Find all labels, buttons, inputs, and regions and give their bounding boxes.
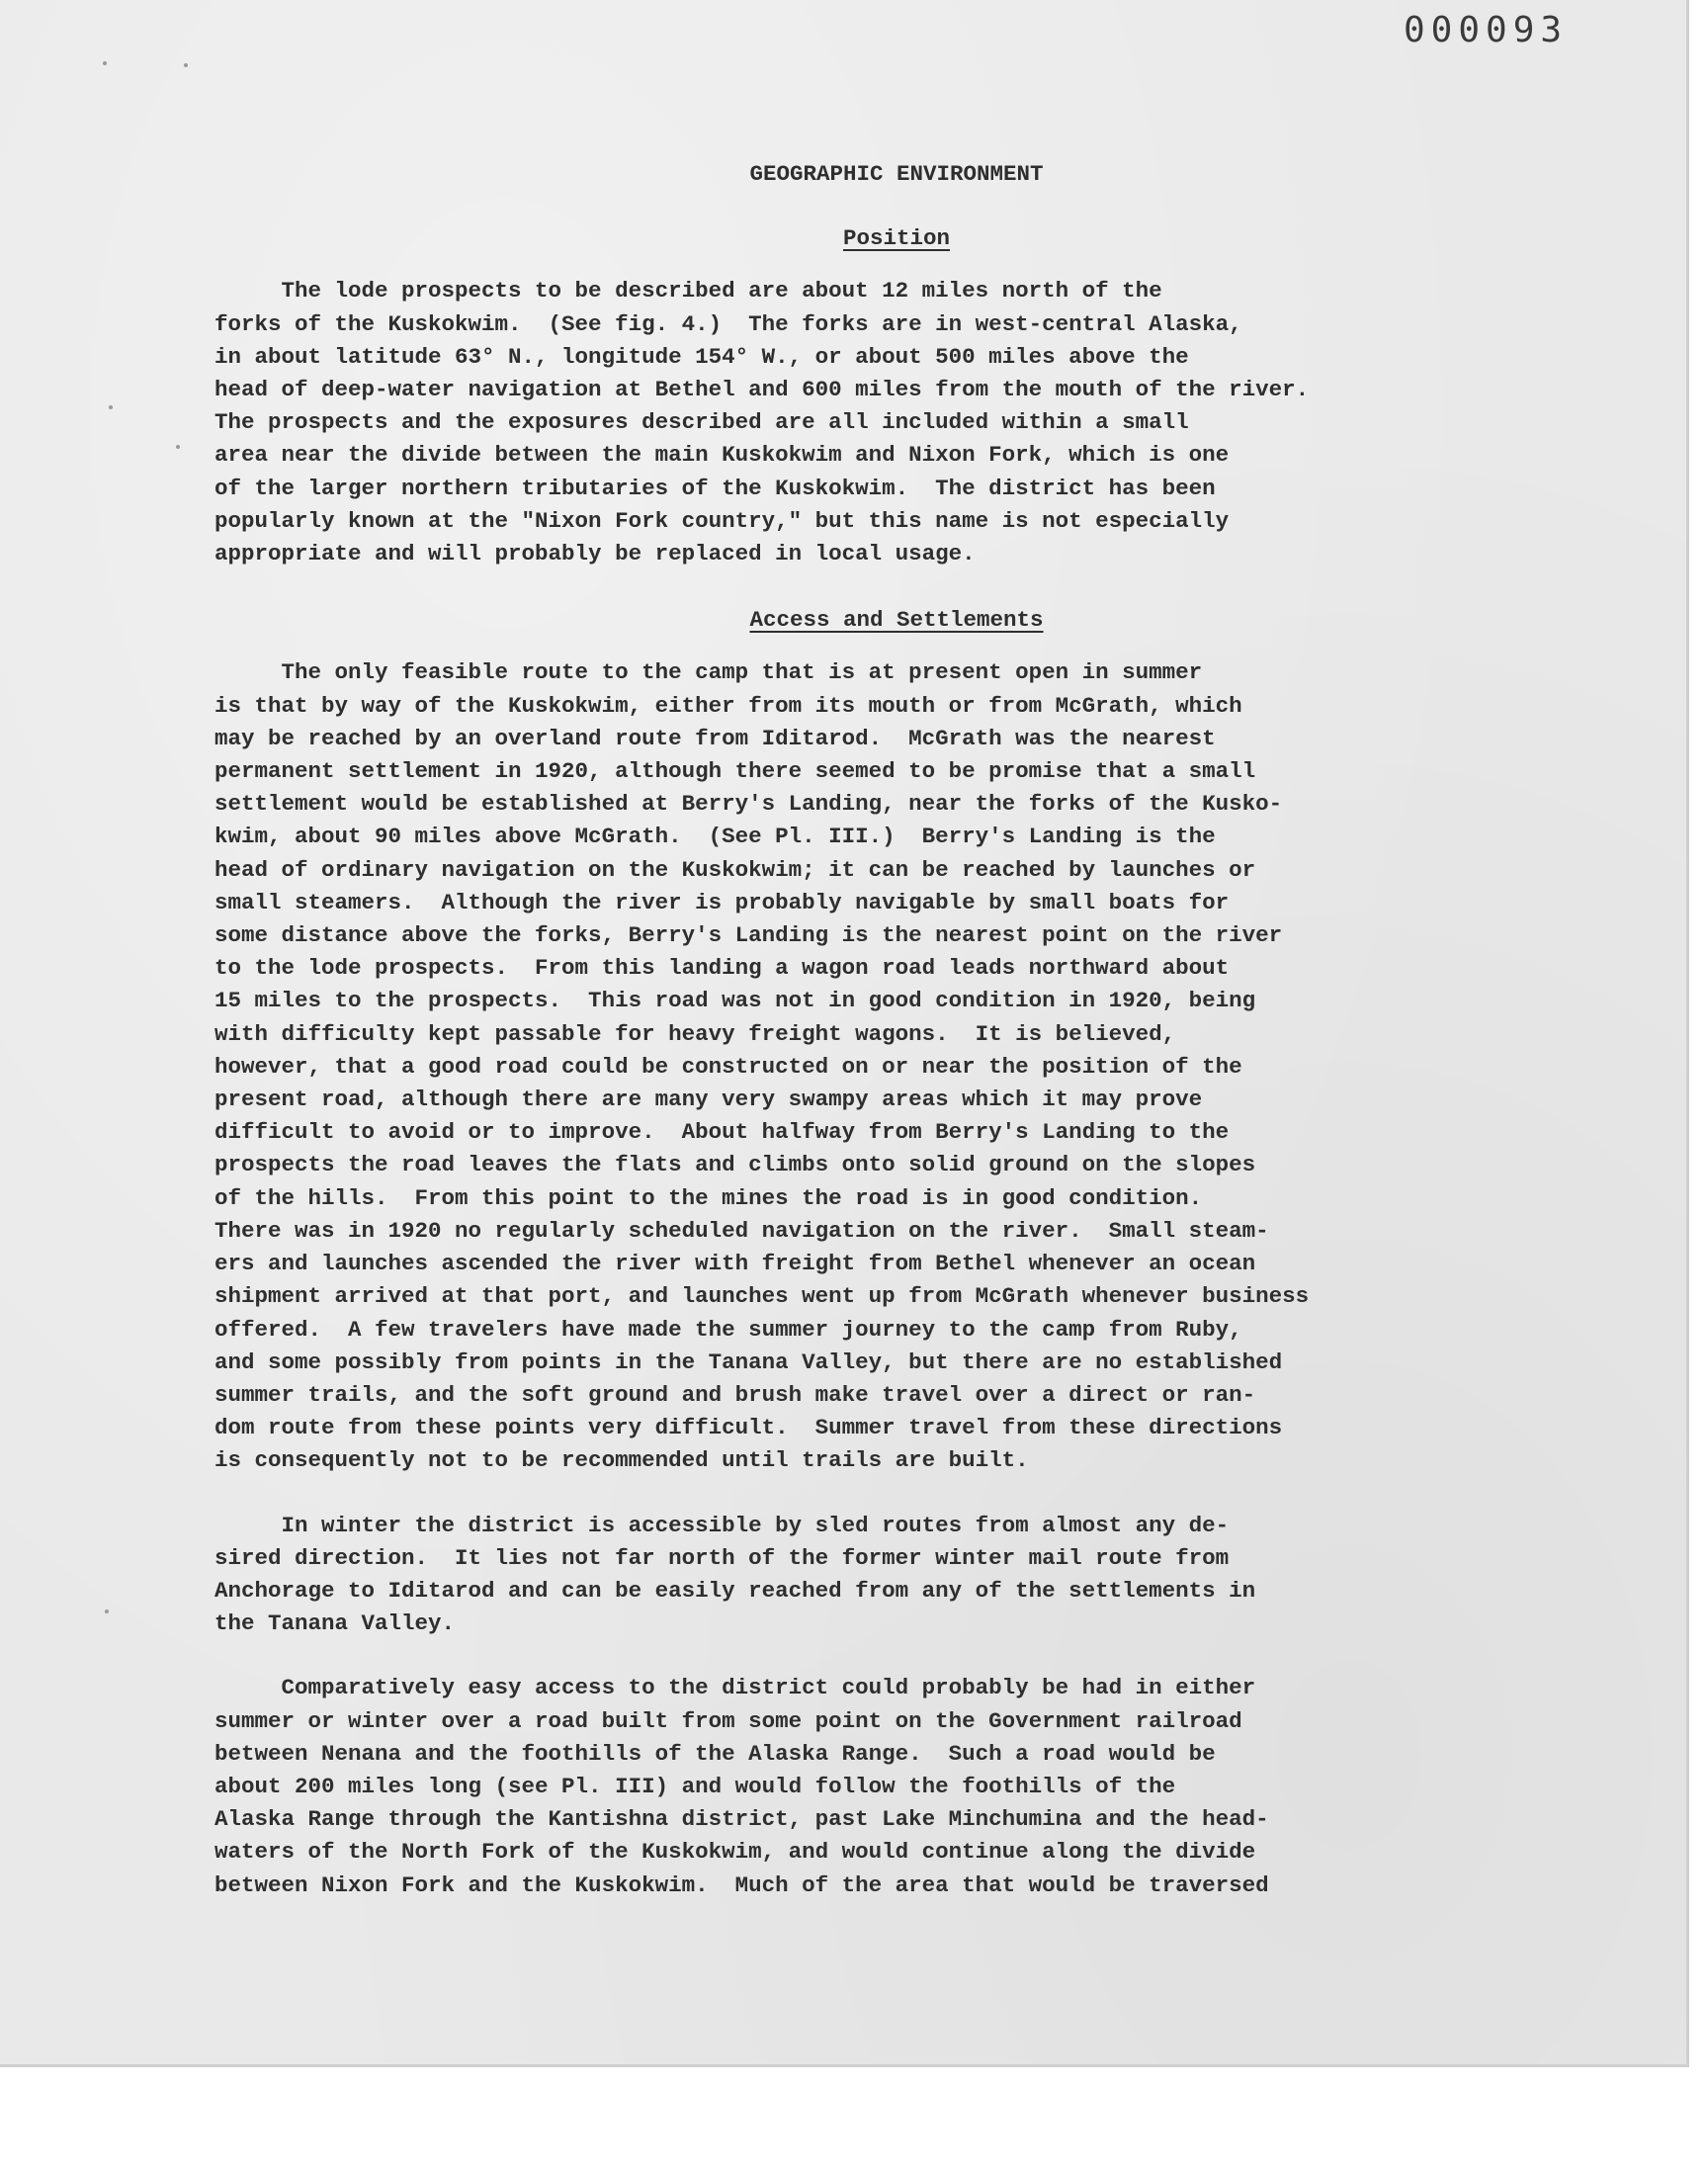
paragraph-position: The lode prospects to be described are about 12 miles north of the forks of the Kuskokwim. (See fig. 4.) The forks are in west-central Alaska, in about latitude 63° N., longitude 154° W., or about 500 miles above the head of deep-water navigation at Bethel and 600 miles from the mouth of the river. The prospects and the exposures described are all included within a small area near the divide between the main Kuskokwim and Nixon Fork, which is one of the larger northern tributaries of the Kuskokwim. The district has been popularly known at the "Nixon Fork country," but this name is not especially appropriate and will probably be replaced in local usage.	[214, 278, 1310, 567]
spacer	[214, 1478, 1579, 1510]
paragraph-winter-access: In winter the district is accessible by sled routes from almost any de- sired direction. It lies not far north of the former winter mail route from Anchorage to Iditarod and can be easily reached from any of the settlements in the Tanana Valley.	[214, 1512, 1256, 1637]
document-title: GEOGRAPHIC ENVIRONMENT	[749, 161, 1044, 187]
paragraph-road-access: Comparatively easy access to the district could probably be had in either summer or winter over a road built from some point on the Government railroad between Nenana and the foothills of the Alaska Range. Such a road would be about 200 miles long (see Pl. III) and would follow the foothills of the Alaska Range through the Kantishna district, past Lake Minchumina and the head- waters of the North Fork of the Kuskokwim, and would continue along the divide between Nixon Fork and the Kuskokwim. Much of the area that would be traversed	[214, 1675, 1269, 1898]
spacer	[214, 570, 1579, 604]
paragraph-summer-access: The only feasible route to the camp that is at present open in summer is that by way of the Kuskokwim, either from its mouth or from McGrath, which may be reached by an overland route from Iditarod. McGrath was the nearest permanent settlement in 1920, although there seemed to be promise that a small settlement would be established at Berry's Landing, near the forks of the Kusko- kwim, about 90 miles above McGrath. (See Pl. III.) Berry's Landing is the head of ordinary navigation on the Kuskokwim; it can be reached by launches or small steamers. Although the river is probably navigable by small boats for some distance above the forks, Berry's Landing is the nearest point on the river to the lode prospects. From this landing a wagon road leads northward about 15 miles to the prospects. This road was not in good condition in 1920, being with difficulty kept passable for heavy freight wagons. It is believed, however, that a good road could be constructed on or near the position of the present road, although there are many very swampy areas which it may prove difficult to avoid or to improve. About halfway from Berry's Landing to the prospects the road leaves the flats and climbs onto solid ground on the slopes of the hills. From this point to the mines the road is in good condition. There was in 1920 no regularly scheduled navigation on the river. Small steam- ers and launches ascended the river with freight from Bethel whenever an ocean shipment arrived at that port, and launches went up from McGrath whenever business offered. A few travelers have made the summer journey to the camp from Ruby, and some possibly from points in the Tanana Valley, but there are no established summer trails, and the soft ground and brush make travel over a direct or ran- dom route from these points very difficult. Summer travel from these directions is consequently not to be recommended until trails are built.	[214, 659, 1310, 1474]
scan-speck	[105, 1610, 109, 1613]
scan-speck	[184, 63, 188, 67]
page-number-stamp: 000093	[1404, 10, 1569, 50]
section-heading-text: Position	[842, 225, 951, 252]
typescript-body	[214, 158, 1579, 1902]
scan-speck	[109, 405, 113, 409]
scan-speck	[103, 61, 107, 65]
section-heading-text: Access and Settlements	[749, 607, 1044, 634]
scan-speck	[176, 445, 180, 449]
section-heading-access	[214, 604, 1579, 637]
spacer	[214, 1640, 1579, 1672]
section-heading-position	[214, 222, 1579, 255]
